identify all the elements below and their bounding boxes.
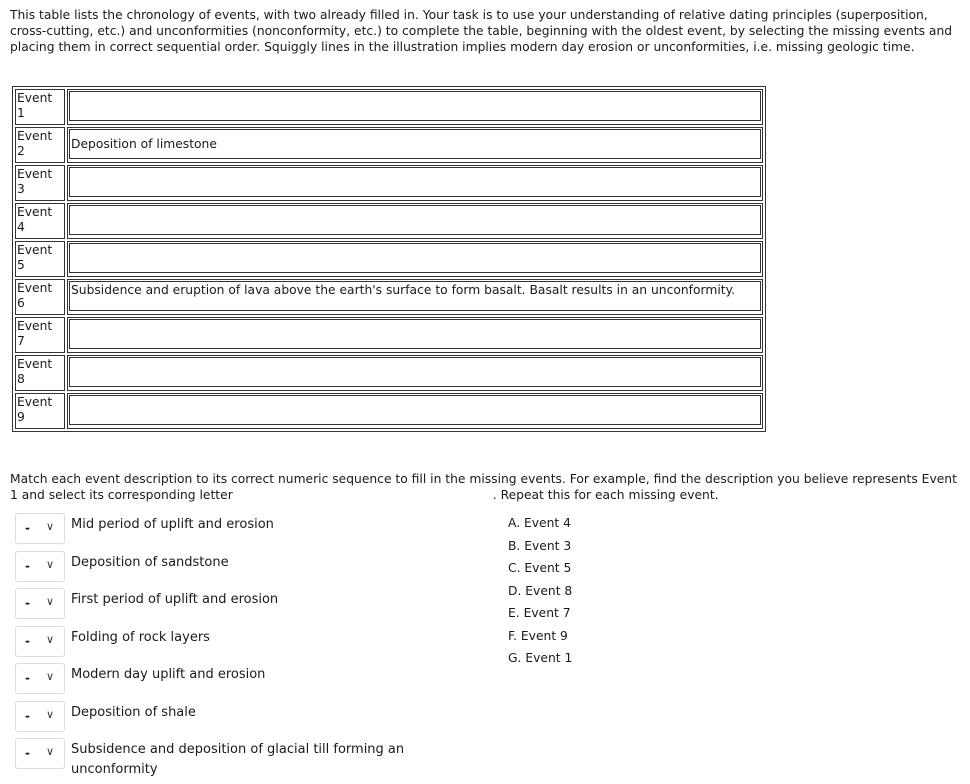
chevron-down-icon: ∨ xyxy=(46,707,55,721)
chevron-down-icon: ∨ xyxy=(46,557,55,571)
answer-choice: D. Event 8 xyxy=(508,583,573,598)
letter-select[interactable] xyxy=(15,663,65,694)
event-description xyxy=(69,395,761,425)
selected-value: - xyxy=(25,708,30,723)
event-description: Subsidence and eruption of lava above the earth's surface to form basalt. Basalt results in an unconformity. xyxy=(69,281,761,311)
event-label: Event 2 xyxy=(15,127,65,163)
selected-value: - xyxy=(25,746,30,760)
selected-value: - xyxy=(25,521,30,535)
table-row xyxy=(15,165,763,201)
answer-choice: G. Event 1 xyxy=(508,651,573,665)
answer-choice: F. Event 9 xyxy=(508,628,568,643)
table-row xyxy=(15,127,763,163)
event-description xyxy=(69,205,761,235)
chevron-down-icon: ∨ xyxy=(46,520,55,533)
selected-value: - xyxy=(25,633,30,648)
selected-value: - xyxy=(25,558,30,573)
matching-instructions xyxy=(10,471,965,503)
letter-select[interactable] xyxy=(15,551,65,582)
letter-select[interactable] xyxy=(15,701,65,732)
answer-choice: A. Event 4 xyxy=(508,516,571,530)
table-row xyxy=(15,89,763,125)
event-description xyxy=(69,357,761,387)
event-label: Event 5 xyxy=(15,241,65,277)
match-item-label: Subsidence and deposition of glacial till forming an unconformity xyxy=(71,742,405,777)
event-label: Event 8 xyxy=(15,355,65,391)
match-item-label: Folding of rock layers xyxy=(71,629,210,645)
event-label: Event 9 xyxy=(15,393,65,429)
table-row xyxy=(15,241,763,277)
selected-value: - xyxy=(25,671,30,685)
table-row xyxy=(15,355,763,391)
intro-text: This table lists the chronology of events, with two already filled in. Your task is to use your understanding of relative dating principles (superposition, cross-cutting, etc.) and unconformities (nonconformity, etc.) to complete the table, beginning with the oldest event, by selecting the missing events and placing them in correct sequential order. Squiggly lines in the illustration implies modern day erosion or unconformities, i.e. missing geologic time. xyxy=(10,8,953,54)
instructions-part1: Match each event description to its correct numeric sequence to fill in the missing events. For example, find the description you believe represents Event 1 and select its corresponding letter xyxy=(10,472,957,502)
table-row xyxy=(15,317,763,353)
letter-select[interactable] xyxy=(15,626,65,657)
answer-choice: E. Event 7 xyxy=(508,606,571,620)
chevron-down-icon: ∨ xyxy=(46,745,55,758)
chevron-down-icon: ∨ xyxy=(46,595,55,608)
match-item-label: Mid period of uplift and erosion xyxy=(71,517,274,532)
answer-choices xyxy=(508,514,572,672)
table-row xyxy=(15,393,763,429)
match-item-label: First period of uplift and erosion xyxy=(71,592,279,607)
letter-select[interactable] xyxy=(15,588,65,619)
selected-value: - xyxy=(25,596,30,610)
event-description: Deposition of limestone xyxy=(69,129,761,159)
event-description xyxy=(69,319,761,349)
letter-select[interactable] xyxy=(15,738,65,769)
match-item-label: Deposition of shale xyxy=(71,704,196,720)
instructions-part2: . Repeat this for each missing event. xyxy=(492,488,719,502)
event-description xyxy=(69,167,761,197)
answer-choice: C. Event 5 xyxy=(508,561,572,575)
letter-select[interactable] xyxy=(15,513,65,544)
table-row xyxy=(15,203,763,239)
event-label: Event 3 xyxy=(15,165,65,201)
event-description xyxy=(69,91,761,121)
answer-choice: B. Event 3 xyxy=(508,538,572,553)
event-label: Event 4 xyxy=(15,203,65,239)
event-label: Event 7 xyxy=(15,317,65,353)
chevron-down-icon: ∨ xyxy=(46,670,55,683)
match-item-label: Deposition of sandstone xyxy=(71,554,229,570)
event-label: Event 1 xyxy=(15,89,65,125)
events-table xyxy=(12,86,766,432)
chevron-down-icon: ∨ xyxy=(46,632,55,646)
match-item-label: Modern day uplift and erosion xyxy=(71,667,266,682)
event-label: Event 6 xyxy=(15,279,65,315)
event-description xyxy=(69,243,761,273)
table-row xyxy=(15,279,763,315)
